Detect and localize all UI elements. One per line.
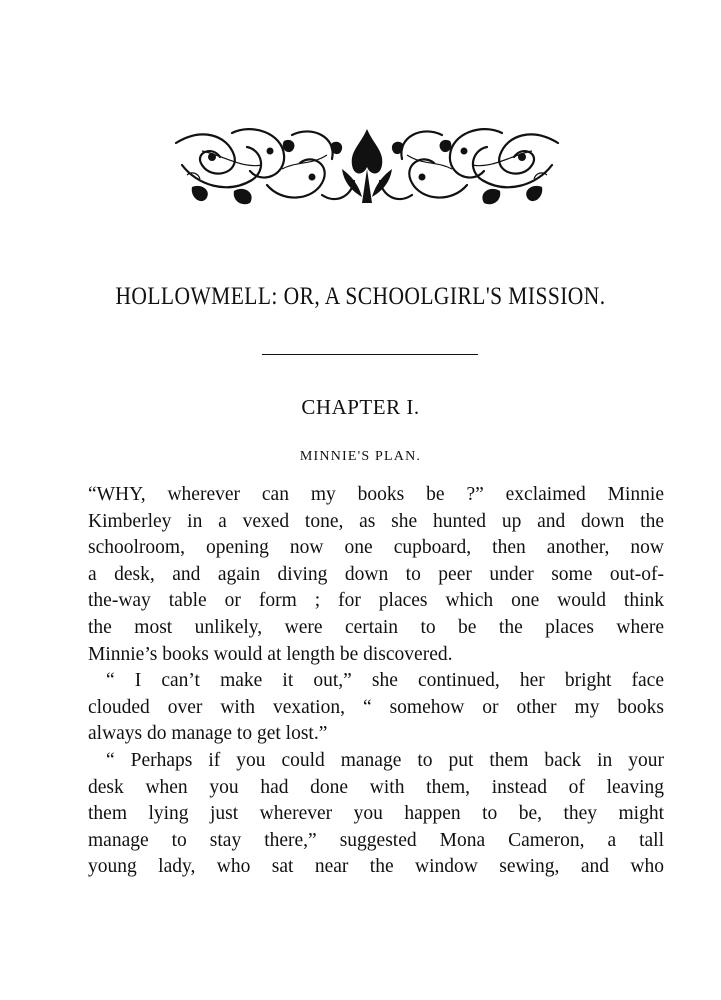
line-text: clouded over with vexation, “ somehow or other my books xyxy=(88,696,664,718)
text-line xyxy=(88,642,664,669)
line-text: manage to stay there,” suggested Mona Cameron, a tall xyxy=(88,829,664,851)
line-text: “ Perhaps if you could manage to put them back in your xyxy=(106,749,664,771)
line-text: the-way table or form ; for places which one would think xyxy=(88,590,664,612)
text-line xyxy=(88,775,664,802)
line-text: “WHY, wherever can my books be ?” exclaimed Minnie xyxy=(88,484,664,505)
text-line xyxy=(88,509,664,536)
text-line xyxy=(88,748,664,775)
chapter-title: CHAPTER I. xyxy=(301,395,420,419)
line-text: Minnie’s books would at length be discovered. xyxy=(88,643,453,665)
line-text: the most unlikely, were certain to be the places where xyxy=(88,616,664,638)
text-line xyxy=(88,482,664,509)
text-line xyxy=(88,828,664,855)
text-line xyxy=(88,695,664,722)
line-text: schoolroom, opening now one cupboard, then another, now xyxy=(88,537,664,559)
chapter-subtitle: MINNIE'S PLAN. xyxy=(299,449,422,464)
text-line xyxy=(88,562,664,589)
title-divider xyxy=(262,354,478,355)
line-text: “ I can’t make it out,” she continued, her bright face xyxy=(106,670,664,692)
text-line xyxy=(88,721,664,748)
line-text: always do manage to get lost.” xyxy=(88,723,328,745)
line-text: young lady, who sat near the window sewing, and who xyxy=(88,856,664,878)
line-text: desk when you had done with them, instead of leaving xyxy=(88,776,664,798)
body-text xyxy=(88,482,664,881)
text-line xyxy=(88,854,664,881)
line-text: them lying just wherever you happen to be, they might xyxy=(88,803,664,825)
text-line xyxy=(88,535,664,562)
text-line xyxy=(88,588,664,615)
line-text: a desk, and again diving down to peer under some out-of- xyxy=(88,563,664,585)
text-line xyxy=(88,615,664,642)
text-line xyxy=(88,801,664,828)
book-title: HOLLOWMELL: OR, A SCHOOLGIRL'S MISSION. xyxy=(115,283,606,310)
floral-headpiece-icon xyxy=(172,125,562,207)
line-text: Kimberley in a vexed tone, as she hunted up and down the xyxy=(88,510,664,532)
text-line xyxy=(88,668,664,695)
